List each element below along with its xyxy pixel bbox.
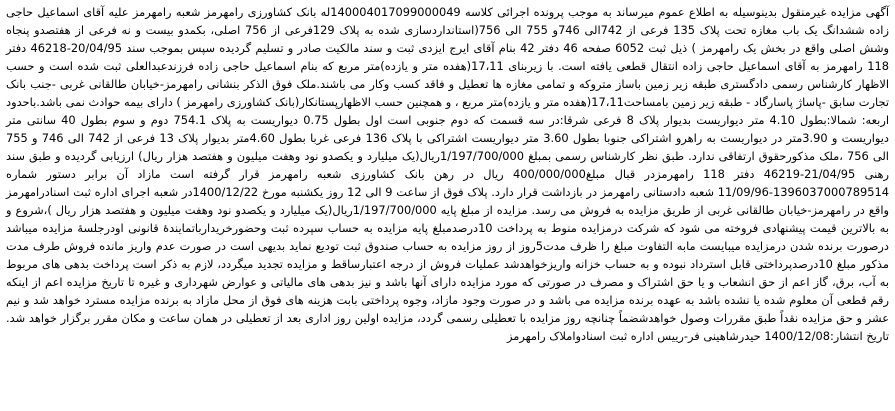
auction-notice-text: آگهی مزایده غیرمنقول بدینوسیله به اطلاع عموم میرساند به موجب پرونده اجرائی کلاسه 140004017099000049له بانک کشاورزی رامهرمز شعبه رامهرمز علیه آقای اسماعیل حاجی زاده ششدانگ یک باب مغازه تحت پلاک 135 فرعی از 742الی 746و 755 الی 756(استانداردسازی شده به پلاک 129فرعی از 756 اصلی، بکمدو بیست و نه فرعی از هفتصدو پنجاه وشش اصلی واقع در بخش یک رامهرمز ) ذیل ثبت 6052 صفحه 46 دفتر 42 بنام آقای ایرج ایزدی ثبت و سند مالکیت صادر و تسلیم گردیده سپس بموجب سند 20/04/95-46218 دفتر 118 رامهرمز به آقای اسماعیل حاجی زاده انتقال قطعی یافته است. با زیربنای 17،11(هفده متر و یازده)متر مربع که بنام اسماعیل حاجی زاده فرزندعبدالعلی ثبت شده است و حسب الاظهار کارشناس رسمی دادگستری طبقه زیر زمین باساز متروکه و تمامی مغازه ها تعطیل و فاقد کسب وکار می باشند.ملک فوق الذکر بنشانی رامهرمز-خیابان طالقانی غربی -جنب بانک تجارت سابق -پاساژ پاسارگاد - طبقه زیر زمین بامساحت17،11(هفده متر و یازده)متر مربع ، و همچنین حسب الاظهارپستانکار(بانک کشاورزی رامهرمز ) دارای بیمه حوادث نمی باشد.باحدود اربعه: شمالا:بطول 4.10 متر دیواریست بدیوار پلاک 8 فرعی شرقا:در سه قسمت که دوم جنوبی است اول بطول 0.75 دیواریست به پلاک 754.1 دوم و سوم بطول 40 سانتی متر دیواریست و 3.90متر در دیواریست به راهرو اشتراکی جنوبا بطول 3.60 متر دیواریست اشتراکی با پلاک 136 فرعی غربا بطول 4.60متر بدیوار پلاک 13 فرعی از 742 الی 746 و 755 الی 756 ،ملک مذکورحقوق ارتفاقی ندارد. طبق نظر کارشناس رسمی بمبلغ 1/197/700/000ریال(یک میلیارد و یکصدو نود وهفت میلیون و هفتصد هزار ریال) ارزیابی گردیده و طبق سند رهنی 21/04/95-46219 دفتر 118 رامهرمزدر قبال مبلغ400/000/000 ریال در رهن بانک کشاورزی شعبه رامهرمز قرار گرفته است مازاد آن برابر دستور شماره 1396037000789514-11/09/96 شعبه دادستانی رامهرمز در بازداشت قرار دارد. پلاک فوق از ساعت 9 الی 12 روز یکشنبه مورخ 1400/12/22در شعبه اجرای اداره ثبت اسنادرامهرمز واقع در رامهرمز-خیابان طالقانی غربی از طریق مزایده به فروش می رسد. مزایده از مبلغ پایه 1/197/700/000ریال(یک میلیارد و یکصدو نود وهفت میلیون و هفتصد هزار ریال )،شروع و به بالاترین قیمت پیشنهادی فروخته می شود که شرکت درمزایده منوط به پرداخت 10درصدمبلغ پایه مزایده به حساب سپرده ثبت وحضورخریدارباتمایندۀ قانونی اودرجلسۀ مزایده میباشد درصورت برنده شدن درمزایده میبایست مابه التفاوت مبلغ را ظرف مدت5روز از روز مزایده به حساب صندوق ثبت تودیع نماید بدیهی است در صورت عدم واریز مانده فروش طرف مدت مذکور مبلغ 10درصدپرداختی قابل استرداد نبوده و به حساب خزانه واریزخواهدشد عملیات فروش از درجه اعتبارساقط و مزایده تجدید میگردد، لازم به ذکر است پرداخت بدهی های مربوط به آب، برق، گاز اعم از حق انشعاب و یا حق اشتراک و مصرف در صورتی که مورد مزایده دارای آنها باشد و نیز بدهی های مالیاتی و عوارض شهرداری و غیره تا تاریخ مزایده اعم از اینکه رقم قطعی آن معلوم شده یا نشده باشد به عهده برنده مزایده می باشد و در صورت وجود مازاد، وجوه پرداختی بابت هزینه های فوق از محل مازاد به برنده مزایده مسترد خواهد شد و نیم عشر و حق مزایده نقداً طبق مقررات وصول خواهدشضماً چنانچه روز مزایده با تعطیلی رسمی گردد، مزایده اولین روز اداری بعد از تعطیلی در همان ساعت و مکان مقرر برگزار خواهد شد. تاریخ انتشار:1400/12/08 حیدرشاهینی فر-رییس اداره ثبت اسنادواملاک رامهرمز bbox=[6, 5, 890, 343]
